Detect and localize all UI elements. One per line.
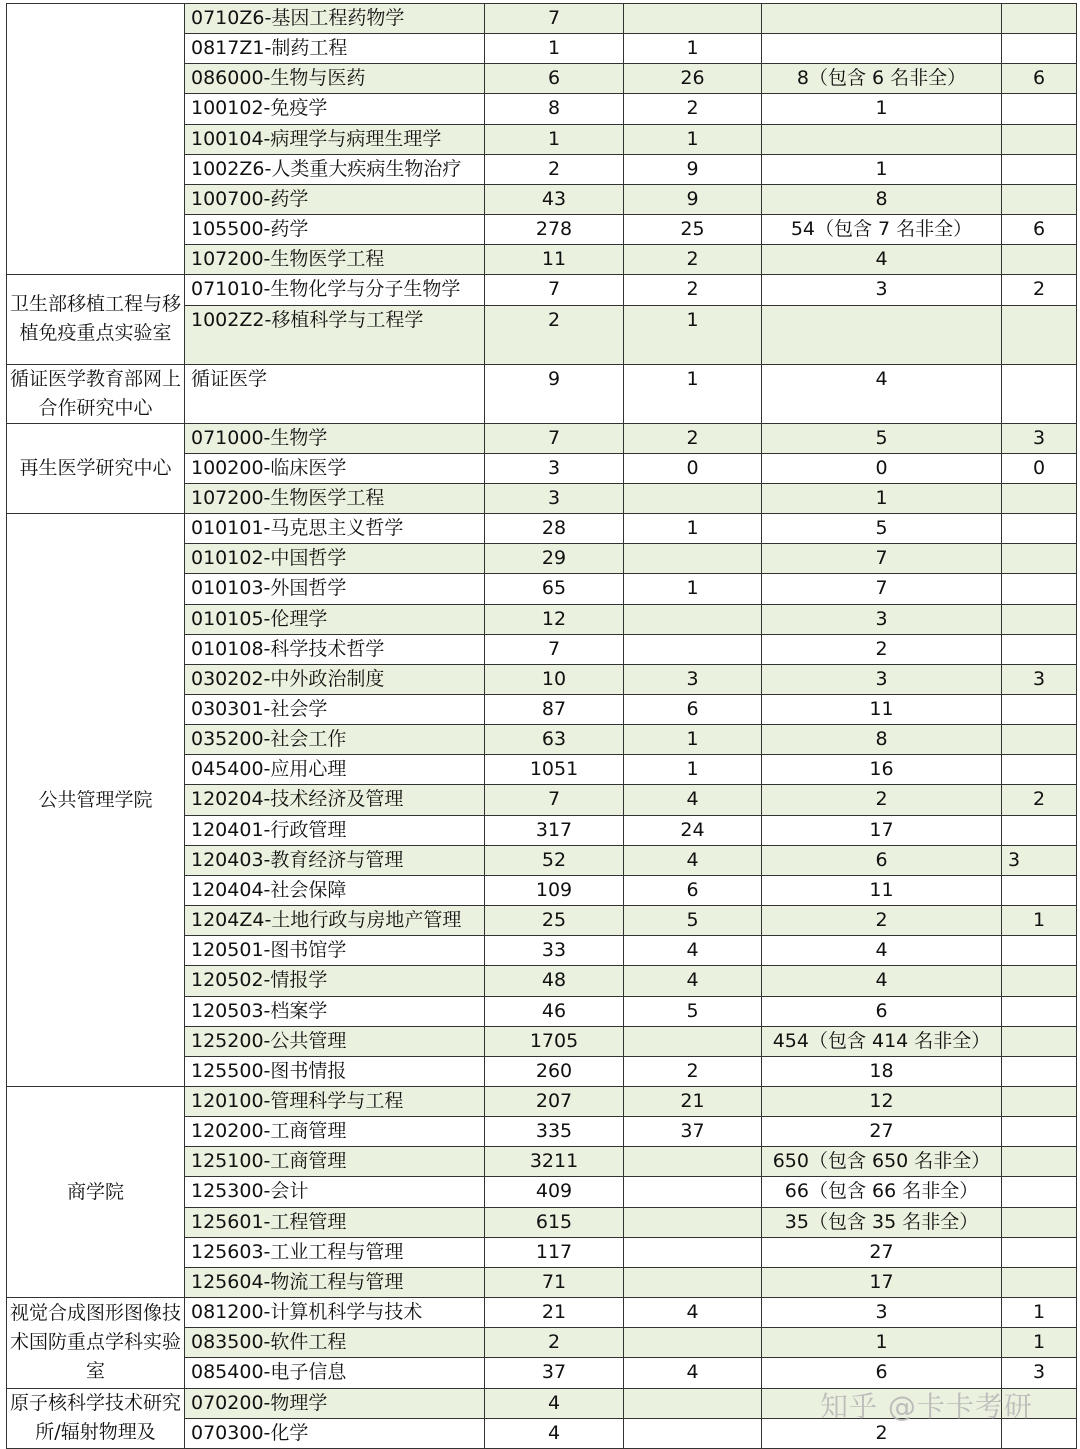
count-b-cell: 4: [624, 785, 762, 815]
major-cell: 125300-会计: [185, 1177, 485, 1207]
major-cell: 0817Z1-制药工程: [185, 34, 485, 64]
count-c-cell: 27: [762, 1237, 1002, 1267]
count-b-cell: 5: [624, 996, 762, 1026]
major-cell: 071000-生物学: [185, 423, 485, 453]
table-row: [7, 1087, 1077, 1117]
count-d-cell: [1002, 154, 1077, 184]
count-a-cell: 1: [485, 34, 624, 64]
count-a-cell: 10: [485, 664, 624, 694]
count-d-cell: [1002, 1087, 1077, 1117]
count-d-cell: [1002, 483, 1077, 513]
count-c-cell: 8: [762, 725, 1002, 755]
count-d-cell: 3: [1002, 423, 1077, 453]
count-a-cell: 409: [485, 1177, 624, 1207]
count-b-cell: 6: [624, 694, 762, 724]
count-c-cell: 4: [762, 364, 1002, 423]
department-cell: 商学院: [7, 1087, 185, 1298]
count-c-cell: 2: [762, 634, 1002, 664]
table-row: [7, 514, 1077, 544]
department-cell: 再生医学研究中心: [7, 423, 185, 513]
count-a-cell: 25: [485, 906, 624, 936]
count-a-cell: 207: [485, 1087, 624, 1117]
count-c-cell: 5: [762, 514, 1002, 544]
count-b-cell: [624, 634, 762, 664]
count-b-cell: 3: [624, 664, 762, 694]
count-c-cell: 11: [762, 694, 1002, 724]
major-cell: 120100-管理科学与工程: [185, 1087, 485, 1117]
department-cell: [7, 4, 185, 275]
count-c-cell: 4: [762, 936, 1002, 966]
admissions-table: [6, 3, 1077, 1449]
count-b-cell: 2: [624, 245, 762, 275]
count-d-cell: [1002, 966, 1077, 996]
count-c-cell: 650（包含 650 名非全）: [762, 1147, 1002, 1177]
count-b-cell: 1: [624, 514, 762, 544]
count-d-cell: 2: [1002, 275, 1077, 305]
count-d-cell: [1002, 1207, 1077, 1237]
count-a-cell: 615: [485, 1207, 624, 1237]
major-cell: 120204-技术经济及管理: [185, 785, 485, 815]
count-a-cell: 52: [485, 845, 624, 875]
count-d-cell: [1002, 1177, 1077, 1207]
major-cell: 125604-物流工程与管理: [185, 1267, 485, 1297]
count-d-cell: [1002, 544, 1077, 574]
count-b-cell: 4: [624, 1298, 762, 1328]
major-cell: 010103-外国哲学: [185, 574, 485, 604]
major-cell: 010105-伦理学: [185, 604, 485, 634]
major-cell: 1002Z2-移植科学与工程学: [185, 305, 485, 364]
major-cell: 086000-生物与医药: [185, 64, 485, 94]
count-b-cell: 0: [624, 453, 762, 483]
count-c-cell: 1: [762, 94, 1002, 124]
count-d-cell: 6: [1002, 64, 1077, 94]
count-c-cell: 0: [762, 453, 1002, 483]
count-a-cell: 1705: [485, 1026, 624, 1056]
major-cell: 125100-工商管理: [185, 1147, 485, 1177]
count-c-cell: [762, 305, 1002, 364]
count-b-cell: [624, 1388, 762, 1418]
count-b-cell: 1: [624, 34, 762, 64]
count-c-cell: 66（包含 66 名非全）: [762, 1177, 1002, 1207]
count-b-cell: [624, 1267, 762, 1297]
count-d-cell: [1002, 1117, 1077, 1147]
count-a-cell: 63: [485, 725, 624, 755]
count-a-cell: 12: [485, 604, 624, 634]
count-a-cell: 4: [485, 1388, 624, 1418]
count-c-cell: 3: [762, 1298, 1002, 1328]
count-a-cell: 37: [485, 1358, 624, 1388]
count-d-cell: [1002, 1237, 1077, 1267]
count-a-cell: 3: [485, 453, 624, 483]
count-b-cell: 1: [624, 124, 762, 154]
count-d-cell: 3: [1002, 845, 1077, 875]
count-b-cell: 4: [624, 966, 762, 996]
department-cell: 卫生部移植工程与移植免疫重点实验室: [7, 275, 185, 364]
count-b-cell: 2: [624, 423, 762, 453]
major-cell: 071010-生物化学与分子生物学: [185, 275, 485, 305]
count-c-cell: [762, 4, 1002, 34]
count-a-cell: 278: [485, 215, 624, 245]
major-cell: 125500-图书情报: [185, 1056, 485, 1086]
count-b-cell: 6: [624, 875, 762, 905]
count-c-cell: 1: [762, 483, 1002, 513]
count-a-cell: 4: [485, 1418, 624, 1448]
major-cell: 107200-生物医学工程: [185, 483, 485, 513]
major-cell: 100104-病理学与病理生理学: [185, 124, 485, 154]
count-c-cell: 17: [762, 815, 1002, 845]
count-b-cell: 1: [624, 305, 762, 364]
count-d-cell: [1002, 34, 1077, 64]
major-cell: 010108-科学技术哲学: [185, 634, 485, 664]
count-b-cell: 25: [624, 215, 762, 245]
count-a-cell: 3211: [485, 1147, 624, 1177]
count-d-cell: 3: [1002, 1358, 1077, 1388]
major-cell: 100200-临床医学: [185, 453, 485, 483]
count-a-cell: 6: [485, 64, 624, 94]
count-d-cell: 6: [1002, 215, 1077, 245]
count-d-cell: [1002, 936, 1077, 966]
major-cell: 085400-电子信息: [185, 1358, 485, 1388]
table-row: [7, 275, 1077, 305]
count-c-cell: 5: [762, 423, 1002, 453]
count-a-cell: 65: [485, 574, 624, 604]
major-cell: 120502-情报学: [185, 966, 485, 996]
count-a-cell: 260: [485, 1056, 624, 1086]
count-d-cell: 1: [1002, 906, 1077, 936]
count-c-cell: 8（包含 6 名非全）: [762, 64, 1002, 94]
count-a-cell: 3: [485, 483, 624, 513]
count-b-cell: 26: [624, 64, 762, 94]
count-b-cell: 9: [624, 154, 762, 184]
count-c-cell: 16: [762, 755, 1002, 785]
count-a-cell: 46: [485, 996, 624, 1026]
count-a-cell: 2: [485, 1328, 624, 1358]
count-d-cell: [1002, 1147, 1077, 1177]
count-a-cell: 33: [485, 936, 624, 966]
major-cell: 120403-教育经济与管理: [185, 845, 485, 875]
table-row: [7, 364, 1077, 423]
count-d-cell: [1002, 634, 1077, 664]
count-d-cell: [1002, 574, 1077, 604]
major-cell: 100700-药学: [185, 184, 485, 214]
count-d-cell: [1002, 305, 1077, 364]
count-d-cell: [1002, 725, 1077, 755]
count-a-cell: 1: [485, 124, 624, 154]
major-cell: 105500-药学: [185, 215, 485, 245]
major-cell: 1204Z4-土地行政与房地产管理: [185, 906, 485, 936]
major-cell: 010102-中国哲学: [185, 544, 485, 574]
count-c-cell: 35（包含 35 名非全）: [762, 1207, 1002, 1237]
count-b-cell: 1: [624, 755, 762, 785]
count-d-cell: 1: [1002, 1328, 1077, 1358]
count-b-cell: 4: [624, 1358, 762, 1388]
count-d-cell: [1002, 875, 1077, 905]
count-a-cell: 29: [485, 544, 624, 574]
count-d-cell: 2: [1002, 785, 1077, 815]
count-a-cell: 8: [485, 94, 624, 124]
count-b-cell: [624, 1207, 762, 1237]
count-a-cell: 9: [485, 364, 624, 423]
count-b-cell: 5: [624, 906, 762, 936]
count-b-cell: 2: [624, 275, 762, 305]
count-b-cell: 2: [624, 1056, 762, 1086]
count-b-cell: 1: [624, 364, 762, 423]
department-cell: 循证医学教育部网上合作研究中心: [7, 364, 185, 423]
department-cell: 原子核科学技术研究所/辐射物理及: [7, 1388, 185, 1448]
count-b-cell: 1: [624, 574, 762, 604]
count-c-cell: 6: [762, 1358, 1002, 1388]
count-d-cell: 0: [1002, 453, 1077, 483]
count-c-cell: 8: [762, 184, 1002, 214]
count-b-cell: 21: [624, 1087, 762, 1117]
count-c-cell: 3: [762, 664, 1002, 694]
major-cell: 120200-工商管理: [185, 1117, 485, 1147]
major-cell: 035200-社会工作: [185, 725, 485, 755]
count-d-cell: [1002, 1056, 1077, 1086]
count-b-cell: 2: [624, 94, 762, 124]
count-c-cell: 6: [762, 845, 1002, 875]
count-b-cell: 1: [624, 725, 762, 755]
count-a-cell: 109: [485, 875, 624, 905]
major-cell: 1002Z6-人类重大疾病生物治疗: [185, 154, 485, 184]
count-d-cell: [1002, 4, 1077, 34]
count-c-cell: 2: [762, 1418, 1002, 1448]
major-cell: 030301-社会学: [185, 694, 485, 724]
count-d-cell: [1002, 514, 1077, 544]
count-a-cell: 117: [485, 1237, 624, 1267]
count-a-cell: 28: [485, 514, 624, 544]
count-a-cell: 48: [485, 966, 624, 996]
count-c-cell: 3: [762, 275, 1002, 305]
count-b-cell: [624, 1418, 762, 1448]
count-c-cell: [762, 34, 1002, 64]
count-c-cell: 6: [762, 996, 1002, 1026]
department-cell: 视觉合成图形图像技术国防重点学科实验室: [7, 1298, 185, 1388]
major-cell: 120404-社会保障: [185, 875, 485, 905]
count-a-cell: 2: [485, 154, 624, 184]
major-cell: 0710Z6-基因工程药物学: [185, 4, 485, 34]
count-d-cell: [1002, 815, 1077, 845]
count-b-cell: 4: [624, 936, 762, 966]
count-a-cell: 21: [485, 1298, 624, 1328]
count-a-cell: 2: [485, 305, 624, 364]
table-row: [7, 4, 1077, 34]
major-cell: 070300-化学: [185, 1418, 485, 1448]
count-b-cell: [624, 1026, 762, 1056]
count-d-cell: [1002, 184, 1077, 214]
count-a-cell: 317: [485, 815, 624, 845]
count-c-cell: 54（包含 7 名非全）: [762, 215, 1002, 245]
count-b-cell: [624, 544, 762, 574]
count-b-cell: [624, 1177, 762, 1207]
count-d-cell: [1002, 245, 1077, 275]
count-c-cell: 7: [762, 544, 1002, 574]
major-cell: 070200-物理学: [185, 1388, 485, 1418]
major-cell: 125601-工程管理: [185, 1207, 485, 1237]
count-d-cell: [1002, 94, 1077, 124]
count-d-cell: [1002, 364, 1077, 423]
major-cell: 030202-中外政治制度: [185, 664, 485, 694]
count-a-cell: 7: [485, 634, 624, 664]
count-c-cell: 1: [762, 1328, 1002, 1358]
count-a-cell: 1051: [485, 755, 624, 785]
count-a-cell: 87: [485, 694, 624, 724]
count-a-cell: 71: [485, 1267, 624, 1297]
count-b-cell: [624, 4, 762, 34]
count-b-cell: [624, 604, 762, 634]
count-d-cell: [1002, 124, 1077, 154]
major-cell: 083500-软件工程: [185, 1328, 485, 1358]
count-d-cell: [1002, 694, 1077, 724]
count-d-cell: [1002, 996, 1077, 1026]
major-cell: 100102-免疫学: [185, 94, 485, 124]
count-a-cell: 335: [485, 1117, 624, 1147]
major-cell: 010101-马克思主义哲学: [185, 514, 485, 544]
count-d-cell: [1002, 755, 1077, 785]
count-b-cell: 9: [624, 184, 762, 214]
count-c-cell: [762, 124, 1002, 154]
count-c-cell: 18: [762, 1056, 1002, 1086]
count-c-cell: 27: [762, 1117, 1002, 1147]
count-c-cell: 4: [762, 966, 1002, 996]
major-cell: 125200-公共管理: [185, 1026, 485, 1056]
major-cell: 107200-生物医学工程: [185, 245, 485, 275]
department-cell: 公共管理学院: [7, 514, 185, 1087]
count-c-cell: 11: [762, 875, 1002, 905]
major-cell: 120501-图书馆学: [185, 936, 485, 966]
count-b-cell: [624, 1328, 762, 1358]
count-b-cell: [624, 1147, 762, 1177]
count-b-cell: [624, 483, 762, 513]
count-a-cell: 11: [485, 245, 624, 275]
count-d-cell: [1002, 1026, 1077, 1056]
count-c-cell: 2: [762, 785, 1002, 815]
count-a-cell: 7: [485, 275, 624, 305]
count-b-cell: 4: [624, 845, 762, 875]
major-cell: 120401-行政管理: [185, 815, 485, 845]
major-cell: 045400-应用心理: [185, 755, 485, 785]
major-cell: 125603-工业工程与管理: [185, 1237, 485, 1267]
major-cell: 120503-档案学: [185, 996, 485, 1026]
count-c-cell: 4: [762, 245, 1002, 275]
watermark: 知乎 @卡卡考研: [820, 1390, 1033, 1423]
count-a-cell: 7: [485, 4, 624, 34]
count-a-cell: 7: [485, 423, 624, 453]
count-b-cell: [624, 1237, 762, 1267]
count-d-cell: [1002, 604, 1077, 634]
count-c-cell: 3: [762, 604, 1002, 634]
table-row: [7, 423, 1077, 453]
count-c-cell: 7: [762, 574, 1002, 604]
count-c-cell: 12: [762, 1087, 1002, 1117]
count-c-cell: 17: [762, 1267, 1002, 1297]
count-c-cell: 2: [762, 906, 1002, 936]
major-cell: 081200-计算机科学与技术: [185, 1298, 485, 1328]
major-cell: 循证医学: [185, 364, 485, 423]
table-row: [7, 1298, 1077, 1328]
count-c-cell: 1: [762, 154, 1002, 184]
count-d-cell: 1: [1002, 1298, 1077, 1328]
count-c-cell: 454（包含 414 名非全）: [762, 1026, 1002, 1056]
count-b-cell: 37: [624, 1117, 762, 1147]
count-b-cell: 24: [624, 815, 762, 845]
count-d-cell: [1002, 1267, 1077, 1297]
count-a-cell: 43: [485, 184, 624, 214]
count-a-cell: 7: [485, 785, 624, 815]
count-d-cell: 3: [1002, 664, 1077, 694]
